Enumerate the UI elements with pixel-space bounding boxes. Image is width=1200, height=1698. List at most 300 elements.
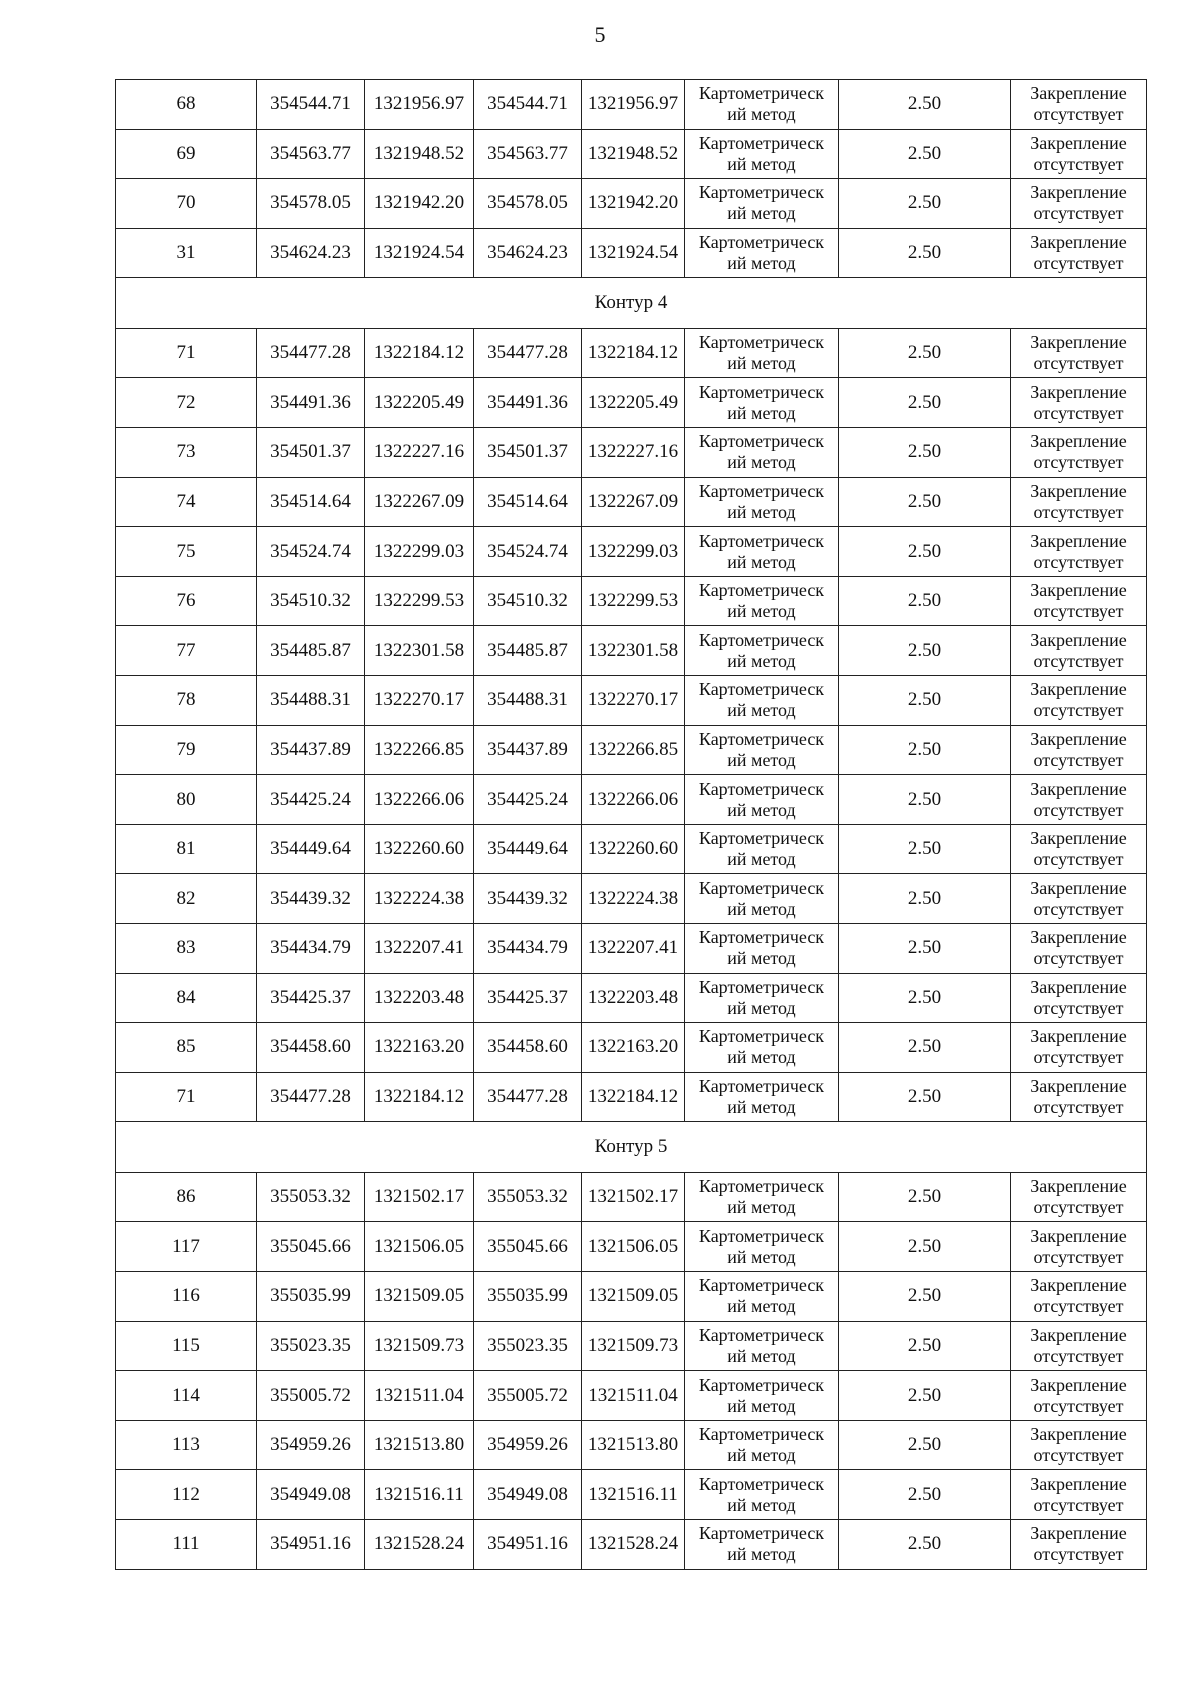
method-cell	[685, 874, 839, 924]
method-cell	[685, 626, 839, 676]
method-line-1: Картометрическ	[698, 976, 825, 997]
fixation-line-1: Закрепление	[1030, 182, 1127, 203]
method-line-1: Картометрическ	[698, 728, 825, 749]
table-row	[116, 725, 1147, 775]
y-new-cell: 1321948.52	[582, 129, 685, 179]
method-cell	[685, 378, 839, 428]
precision-cell: 2.50	[839, 576, 1011, 626]
point-number-cell: 83	[116, 924, 257, 974]
table-row	[116, 626, 1147, 676]
method-line-2: ий метод	[727, 601, 796, 622]
y-new-cell: 1321509.05	[582, 1272, 685, 1322]
method-line-1: Картометрическ	[698, 1275, 825, 1296]
x-existing-cell: 354959.26	[257, 1420, 365, 1470]
fixation-cell	[1011, 179, 1147, 229]
fixation-cell	[1011, 527, 1147, 577]
method-line-1: Картометрическ	[698, 232, 825, 253]
fixation-line-1: Закрепление	[1030, 1026, 1127, 1047]
y-existing-cell: 1321942.20	[365, 179, 474, 229]
y-existing-cell: 1321948.52	[365, 129, 474, 179]
point-number-cell: 84	[116, 973, 257, 1023]
fixation-line-1: Закрепление	[1030, 1324, 1127, 1345]
fixation-line-1: Закрепление	[1030, 431, 1127, 452]
contour-header-row	[116, 278, 1147, 329]
precision-cell: 2.50	[839, 1321, 1011, 1371]
table-row	[116, 378, 1147, 428]
y-existing-cell: 1322266.85	[365, 725, 474, 775]
method-line-1: Картометрическ	[698, 828, 825, 849]
fixation-line-2: отсутствует	[1033, 1494, 1124, 1515]
fixation-line-2: отсутствует	[1033, 253, 1124, 274]
method-line-2: ий метод	[727, 551, 796, 572]
method-line-1: Картометрическ	[698, 132, 825, 153]
table-row	[116, 428, 1147, 478]
method-cell	[685, 1023, 839, 1073]
table-row	[116, 676, 1147, 726]
fixation-line-2: отсутствует	[1033, 948, 1124, 969]
point-number-cell: 115	[116, 1321, 257, 1371]
table-row	[116, 1420, 1147, 1470]
y-existing-cell: 1321924.54	[365, 228, 474, 278]
fixation-line-1: Закрепление	[1030, 728, 1127, 749]
precision-cell: 2.50	[839, 1272, 1011, 1322]
y-new-cell: 1321511.04	[582, 1371, 685, 1421]
x-new-cell: 354951.16	[474, 1520, 582, 1570]
x-new-cell: 354491.36	[474, 378, 582, 428]
x-existing-cell: 354437.89	[257, 725, 365, 775]
fixation-line-2: отсутствует	[1033, 1345, 1124, 1366]
method-line-1: Картометрическ	[698, 877, 825, 898]
y-new-cell: 1322267.09	[582, 477, 685, 527]
method-line-2: ий метод	[727, 1246, 796, 1267]
y-new-cell: 1322301.58	[582, 626, 685, 676]
fixation-cell	[1011, 1371, 1147, 1421]
table-row	[116, 775, 1147, 825]
x-existing-cell: 354425.37	[257, 973, 365, 1023]
fixation-line-2: отсутствует	[1033, 1445, 1124, 1466]
y-new-cell: 1322266.85	[582, 725, 685, 775]
fixation-line-2: отсутствует	[1033, 700, 1124, 721]
method-line-1: Картометрическ	[698, 1324, 825, 1345]
method-cell	[685, 1371, 839, 1421]
fixation-line-1: Закрепление	[1030, 1176, 1127, 1197]
point-number-cell: 70	[116, 179, 257, 229]
method-cell	[685, 924, 839, 974]
method-line-2: ий метод	[727, 650, 796, 671]
x-existing-cell: 355035.99	[257, 1272, 365, 1322]
x-new-cell: 354524.74	[474, 527, 582, 577]
point-number-cell: 114	[116, 1371, 257, 1421]
method-cell	[685, 129, 839, 179]
table-row	[116, 1072, 1147, 1122]
y-new-cell: 1322163.20	[582, 1023, 685, 1073]
table-row	[116, 1520, 1147, 1570]
method-line-2: ий метод	[727, 749, 796, 770]
precision-cell: 2.50	[839, 676, 1011, 726]
fixation-cell	[1011, 80, 1147, 130]
x-new-cell: 354510.32	[474, 576, 582, 626]
contour-title: Контур 4	[116, 278, 1147, 329]
method-line-2: ий метод	[727, 700, 796, 721]
fixation-cell	[1011, 924, 1147, 974]
method-line-1: Картометрическ	[698, 182, 825, 203]
x-new-cell: 355023.35	[474, 1321, 582, 1371]
x-new-cell: 354434.79	[474, 924, 582, 974]
point-number-cell: 73	[116, 428, 257, 478]
precision-cell: 2.50	[839, 725, 1011, 775]
fixation-line-2: отсутствует	[1033, 1296, 1124, 1317]
x-existing-cell: 354477.28	[257, 1072, 365, 1122]
fixation-line-2: отсутствует	[1033, 799, 1124, 820]
method-line-2: ий метод	[727, 1047, 796, 1068]
method-line-2: ий метод	[727, 1445, 796, 1466]
table-row	[116, 924, 1147, 974]
x-new-cell: 355035.99	[474, 1272, 582, 1322]
fixation-line-2: отсутствует	[1033, 997, 1124, 1018]
precision-cell: 2.50	[839, 626, 1011, 676]
fixation-cell	[1011, 824, 1147, 874]
x-new-cell: 354514.64	[474, 477, 582, 527]
method-cell	[685, 1072, 839, 1122]
point-number-cell: 77	[116, 626, 257, 676]
fixation-line-2: отсутствует	[1033, 1097, 1124, 1118]
point-number-cell: 31	[116, 228, 257, 278]
fixation-line-2: отсутствует	[1033, 601, 1124, 622]
fixation-cell	[1011, 228, 1147, 278]
x-new-cell: 355053.32	[474, 1172, 582, 1222]
x-new-cell: 354578.05	[474, 179, 582, 229]
method-line-2: ий метод	[727, 1097, 796, 1118]
method-line-1: Картометрическ	[698, 629, 825, 650]
y-existing-cell: 1322299.53	[365, 576, 474, 626]
y-new-cell: 1322224.38	[582, 874, 685, 924]
table-row	[116, 129, 1147, 179]
x-existing-cell: 354563.77	[257, 129, 365, 179]
fixation-line-2: отсутствует	[1033, 203, 1124, 224]
fixation-cell	[1011, 1420, 1147, 1470]
method-line-1: Картометрическ	[698, 1076, 825, 1097]
x-existing-cell: 354951.16	[257, 1520, 365, 1570]
page-number: 5	[594, 22, 606, 47]
precision-cell: 2.50	[839, 775, 1011, 825]
method-line-1: Картометрическ	[698, 1473, 825, 1494]
method-line-2: ий метод	[727, 402, 796, 423]
y-existing-cell: 1322207.41	[365, 924, 474, 974]
table-row	[116, 228, 1147, 278]
x-existing-cell: 354488.31	[257, 676, 365, 726]
fixation-line-1: Закрепление	[1030, 83, 1127, 104]
x-existing-cell: 354449.64	[257, 824, 365, 874]
y-existing-cell: 1322260.60	[365, 824, 474, 874]
fixation-line-2: отсутствует	[1033, 104, 1124, 125]
contour-header-row	[116, 1122, 1147, 1173]
fixation-line-1: Закрепление	[1030, 877, 1127, 898]
table-row	[116, 1371, 1147, 1421]
x-existing-cell: 354544.71	[257, 80, 365, 130]
point-number-cell: 86	[116, 1172, 257, 1222]
table-row	[116, 874, 1147, 924]
method-line-1: Картометрическ	[698, 1225, 825, 1246]
y-existing-cell: 1322227.16	[365, 428, 474, 478]
x-existing-cell: 354524.74	[257, 527, 365, 577]
point-number-cell: 68	[116, 80, 257, 130]
precision-cell: 2.50	[839, 129, 1011, 179]
point-number-cell: 113	[116, 1420, 257, 1470]
fixation-cell	[1011, 378, 1147, 428]
fixation-line-1: Закрепление	[1030, 530, 1127, 551]
precision-cell: 2.50	[839, 1420, 1011, 1470]
fixation-line-1: Закрепление	[1030, 927, 1127, 948]
y-existing-cell: 1322266.06	[365, 775, 474, 825]
fixation-cell	[1011, 1222, 1147, 1272]
fixation-line-1: Закрепление	[1030, 778, 1127, 799]
x-new-cell: 354544.71	[474, 80, 582, 130]
method-cell	[685, 1321, 839, 1371]
table-row	[116, 1321, 1147, 1371]
precision-cell: 2.50	[839, 80, 1011, 130]
fixation-line-1: Закрепление	[1030, 480, 1127, 501]
method-cell	[685, 676, 839, 726]
x-existing-cell: 354485.87	[257, 626, 365, 676]
x-existing-cell: 355023.35	[257, 1321, 365, 1371]
method-line-2: ий метод	[727, 1296, 796, 1317]
table-row	[116, 179, 1147, 229]
x-new-cell: 354624.23	[474, 228, 582, 278]
method-line-1: Картометрическ	[698, 431, 825, 452]
x-existing-cell: 354434.79	[257, 924, 365, 974]
x-new-cell: 354439.32	[474, 874, 582, 924]
fixation-cell	[1011, 1520, 1147, 1570]
point-number-cell: 85	[116, 1023, 257, 1073]
x-existing-cell: 354491.36	[257, 378, 365, 428]
x-new-cell: 354563.77	[474, 129, 582, 179]
point-number-cell: 79	[116, 725, 257, 775]
y-new-cell: 1321924.54	[582, 228, 685, 278]
x-new-cell: 354477.28	[474, 328, 582, 378]
fixation-line-1: Закрепление	[1030, 132, 1127, 153]
method-cell	[685, 576, 839, 626]
fixation-line-2: отсутствует	[1033, 153, 1124, 174]
x-new-cell: 354485.87	[474, 626, 582, 676]
method-line-2: ий метод	[727, 452, 796, 473]
fixation-line-2: отсутствует	[1033, 1544, 1124, 1565]
method-line-2: ий метод	[727, 1494, 796, 1515]
y-new-cell: 1321509.73	[582, 1321, 685, 1371]
method-line-1: Картометрическ	[698, 332, 825, 353]
precision-cell: 2.50	[839, 179, 1011, 229]
y-existing-cell: 1321509.73	[365, 1321, 474, 1371]
method-line-1: Картометрическ	[698, 381, 825, 402]
method-line-1: Картометрическ	[698, 580, 825, 601]
table-row	[116, 527, 1147, 577]
y-existing-cell: 1322224.38	[365, 874, 474, 924]
method-line-2: ий метод	[727, 501, 796, 522]
fixation-cell	[1011, 576, 1147, 626]
method-cell	[685, 1172, 839, 1222]
y-new-cell: 1321513.80	[582, 1420, 685, 1470]
precision-cell: 2.50	[839, 428, 1011, 478]
fixation-line-2: отсутствует	[1033, 898, 1124, 919]
y-new-cell: 1321502.17	[582, 1172, 685, 1222]
method-line-2: ий метод	[727, 253, 796, 274]
table-row	[116, 1172, 1147, 1222]
method-cell	[685, 725, 839, 775]
precision-cell: 2.50	[839, 1520, 1011, 1570]
method-line-1: Картометрическ	[698, 778, 825, 799]
x-existing-cell: 354477.28	[257, 328, 365, 378]
x-new-cell: 354449.64	[474, 824, 582, 874]
y-existing-cell: 1321528.24	[365, 1520, 474, 1570]
method-line-2: ий метод	[727, 153, 796, 174]
x-existing-cell: 354510.32	[257, 576, 365, 626]
y-existing-cell: 1322184.12	[365, 1072, 474, 1122]
method-line-2: ий метод	[727, 1544, 796, 1565]
method-line-1: Картометрическ	[698, 1374, 825, 1395]
method-cell	[685, 1520, 839, 1570]
precision-cell: 2.50	[839, 1470, 1011, 1520]
fixation-line-1: Закрепление	[1030, 1076, 1127, 1097]
point-number-cell: 72	[116, 378, 257, 428]
fixation-cell	[1011, 626, 1147, 676]
table-row	[116, 328, 1147, 378]
precision-cell: 2.50	[839, 874, 1011, 924]
fixation-cell	[1011, 1272, 1147, 1322]
y-new-cell: 1321516.11	[582, 1470, 685, 1520]
precision-cell: 2.50	[839, 1072, 1011, 1122]
method-line-2: ий метод	[727, 849, 796, 870]
x-existing-cell: 355053.32	[257, 1172, 365, 1222]
precision-cell: 2.50	[839, 228, 1011, 278]
y-existing-cell: 1322267.09	[365, 477, 474, 527]
y-new-cell: 1321528.24	[582, 1520, 685, 1570]
method-line-2: ий метод	[727, 353, 796, 374]
method-line-2: ий метод	[727, 1345, 796, 1366]
fixation-cell	[1011, 428, 1147, 478]
fixation-cell	[1011, 676, 1147, 726]
x-existing-cell: 354501.37	[257, 428, 365, 478]
x-existing-cell: 354949.08	[257, 1470, 365, 1520]
precision-cell: 2.50	[839, 973, 1011, 1023]
point-number-cell: 116	[116, 1272, 257, 1322]
y-new-cell: 1322266.06	[582, 775, 685, 825]
y-existing-cell: 1321516.11	[365, 1470, 474, 1520]
fixation-line-1: Закрепление	[1030, 332, 1127, 353]
precision-cell: 2.50	[839, 1172, 1011, 1222]
precision-cell: 2.50	[839, 1023, 1011, 1073]
fixation-cell	[1011, 1023, 1147, 1073]
fixation-line-2: отсутствует	[1033, 402, 1124, 423]
method-cell	[685, 973, 839, 1023]
fixation-line-2: отсутствует	[1033, 749, 1124, 770]
y-new-cell: 1322184.12	[582, 328, 685, 378]
y-existing-cell: 1322205.49	[365, 378, 474, 428]
y-existing-cell: 1321509.05	[365, 1272, 474, 1322]
y-new-cell: 1321506.05	[582, 1222, 685, 1272]
precision-cell: 2.50	[839, 824, 1011, 874]
fixation-line-1: Закрепление	[1030, 232, 1127, 253]
y-existing-cell: 1321956.97	[365, 80, 474, 130]
fixation-line-1: Закрепление	[1030, 1523, 1127, 1544]
method-line-2: ий метод	[727, 203, 796, 224]
table-body	[116, 80, 1147, 1570]
fixation-line-1: Закрепление	[1030, 679, 1127, 700]
point-number-cell: 75	[116, 527, 257, 577]
y-existing-cell: 1322299.03	[365, 527, 474, 577]
method-line-1: Картометрическ	[698, 1176, 825, 1197]
fixation-line-2: отсутствует	[1033, 1047, 1124, 1068]
fixation-line-2: отсутствует	[1033, 849, 1124, 870]
x-new-cell: 354501.37	[474, 428, 582, 478]
y-new-cell: 1322227.16	[582, 428, 685, 478]
method-line-1: Картометрическ	[698, 83, 825, 104]
y-new-cell: 1322299.53	[582, 576, 685, 626]
point-number-cell: 76	[116, 576, 257, 626]
x-new-cell: 355005.72	[474, 1371, 582, 1421]
fixation-line-1: Закрепление	[1030, 1374, 1127, 1395]
method-cell	[685, 80, 839, 130]
method-cell	[685, 1222, 839, 1272]
table-row	[116, 80, 1147, 130]
method-line-2: ий метод	[727, 1197, 796, 1218]
y-new-cell: 1322207.41	[582, 924, 685, 974]
point-number-cell: 78	[116, 676, 257, 726]
y-new-cell: 1321956.97	[582, 80, 685, 130]
method-cell	[685, 824, 839, 874]
table-row	[116, 1470, 1147, 1520]
x-new-cell: 354437.89	[474, 725, 582, 775]
x-existing-cell: 354578.05	[257, 179, 365, 229]
fixation-line-2: отсутствует	[1033, 650, 1124, 671]
y-existing-cell: 1322270.17	[365, 676, 474, 726]
table-row	[116, 973, 1147, 1023]
precision-cell: 2.50	[839, 527, 1011, 577]
fixation-cell	[1011, 1172, 1147, 1222]
fixation-cell	[1011, 725, 1147, 775]
y-new-cell: 1322299.03	[582, 527, 685, 577]
x-existing-cell: 354458.60	[257, 1023, 365, 1073]
precision-cell: 2.50	[839, 477, 1011, 527]
contour-title: Контур 5	[116, 1122, 1147, 1173]
fixation-line-2: отсутствует	[1033, 1246, 1124, 1267]
fixation-cell	[1011, 1072, 1147, 1122]
x-existing-cell: 354425.24	[257, 775, 365, 825]
precision-cell: 2.50	[839, 328, 1011, 378]
point-number-cell: 82	[116, 874, 257, 924]
x-new-cell: 354477.28	[474, 1072, 582, 1122]
table-row	[116, 477, 1147, 527]
fixation-line-2: отсутствует	[1033, 1395, 1124, 1416]
fixation-line-2: отсутствует	[1033, 353, 1124, 374]
y-existing-cell: 1322163.20	[365, 1023, 474, 1073]
x-new-cell: 354425.37	[474, 973, 582, 1023]
fixation-line-1: Закрепление	[1030, 629, 1127, 650]
x-new-cell: 354488.31	[474, 676, 582, 726]
y-new-cell: 1322184.12	[582, 1072, 685, 1122]
y-existing-cell: 1321506.05	[365, 1222, 474, 1272]
precision-cell: 2.50	[839, 1371, 1011, 1421]
x-existing-cell: 355005.72	[257, 1371, 365, 1421]
y-new-cell: 1322203.48	[582, 973, 685, 1023]
method-line-2: ий метод	[727, 1395, 796, 1416]
method-cell	[685, 775, 839, 825]
fixation-cell	[1011, 973, 1147, 1023]
table-row	[116, 824, 1147, 874]
method-cell	[685, 1420, 839, 1470]
fixation-line-1: Закрепление	[1030, 1225, 1127, 1246]
fixation-line-1: Закрепление	[1030, 976, 1127, 997]
method-line-2: ий метод	[727, 997, 796, 1018]
fixation-line-2: отсутствует	[1033, 501, 1124, 522]
